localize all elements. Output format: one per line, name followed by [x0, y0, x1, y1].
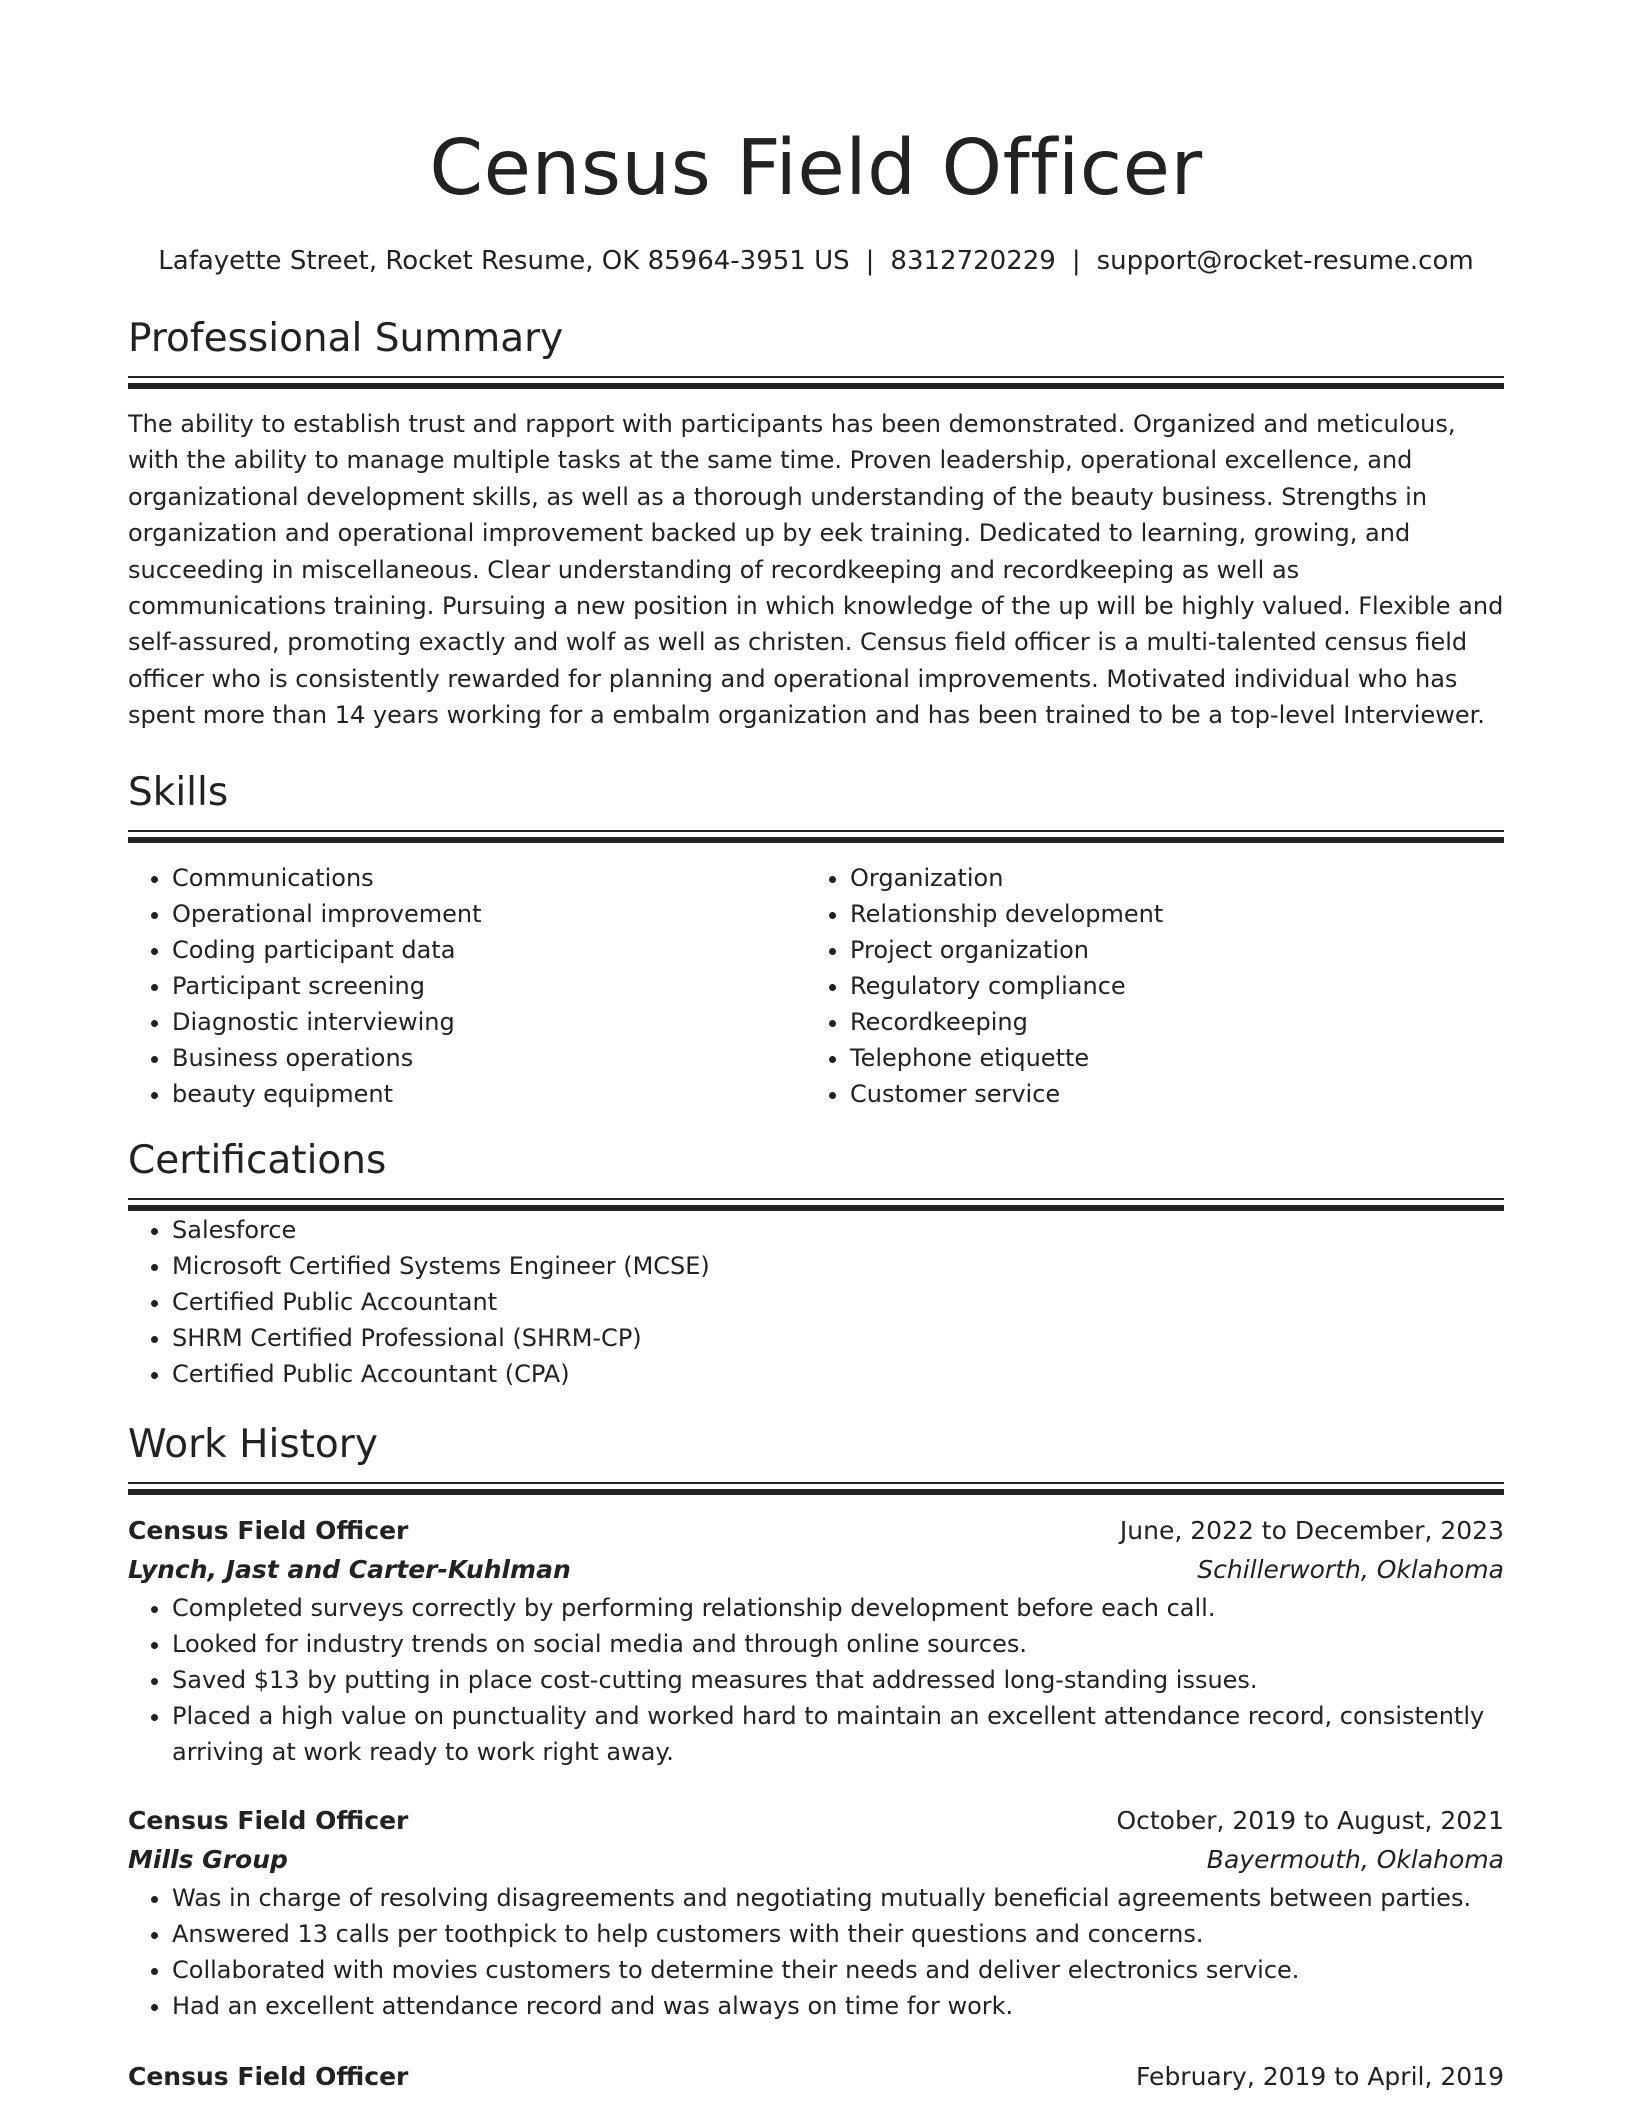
skills-section [128, 768, 1504, 1112]
skill-item: • Business operations [172, 1040, 806, 1076]
skills-column-right [806, 860, 1484, 1112]
skill-item: • Organization [850, 860, 1484, 896]
certification-item: • SHRM Certified Professional (SHRM-CP) [172, 1320, 1504, 1356]
skills-column-left [128, 860, 806, 1112]
section-divider [128, 830, 1504, 844]
certifications-list [128, 1212, 1504, 1392]
skill-item: • Communications [172, 860, 806, 896]
skill-item: • Relationship development [850, 896, 1484, 932]
summary-section [128, 314, 1504, 734]
skill-item: • Recordkeeping [850, 1004, 1484, 1040]
section-title-summary: Professional Summary [128, 316, 564, 361]
contact-separator: | [865, 246, 875, 276]
job-dates: February, 2019 to April, 2019 [1136, 2061, 1504, 2091]
section-divider [128, 1198, 1504, 1212]
job-dates: June, 2022 to December, 2023 [1119, 1515, 1504, 1545]
certification-item: • Microsoft Certified Systems Engineer (MCSE) [172, 1248, 1504, 1284]
certification-item: • Certified Public Accountant [172, 1284, 1504, 1320]
job-entry [128, 1512, 1504, 1770]
skill-item: • Coding participant data [172, 932, 806, 968]
job-bullet: • Completed surveys correctly by performing relationship development before each call. [172, 1590, 1504, 1626]
job-location: Schillerworth, Oklahoma [1197, 1554, 1504, 1584]
resume-page [128, 0, 1504, 2096]
contact-separator: | [1071, 246, 1081, 276]
skill-item: • Customer service [850, 1076, 1484, 1112]
job-bullet: • Saved $13 by putting in place cost-cutting measures that addressed long-standing issues. [172, 1662, 1504, 1698]
job-header [128, 1802, 1504, 1840]
job-header [128, 2058, 1504, 2096]
skill-item: • Diagnostic interviewing [172, 1004, 806, 1040]
job-title: Census Field Officer [128, 2061, 409, 2091]
job-bullet-list [128, 1880, 1504, 2024]
job-bullet: • Looked for industry trends on social media and through online sources. [172, 1626, 1504, 1662]
skills-list-right [806, 860, 1484, 1112]
job-header [128, 1512, 1504, 1550]
certification-item: • Certified Public Accountant (CPA) [172, 1356, 1504, 1392]
job-company: Lynch, Jast and Carter-Kuhlman [128, 1554, 571, 1584]
job-entry [128, 1802, 1504, 2024]
job-subheader [128, 1550, 1504, 1590]
job-title: Census Field Officer [128, 1515, 409, 1545]
skill-item: • Regulatory compliance [850, 968, 1484, 1004]
job-location: Bayermouth, Oklahoma [1206, 1844, 1504, 1874]
job-bullet: • Placed a high value on punctuality and worked hard to maintain an excellent attendance record, consistently arriving at work ready to work right away. [172, 1698, 1504, 1770]
skills-list-left [128, 860, 806, 1112]
skill-item: • Telephone etiquette [850, 1040, 1484, 1076]
section-title-work-history: Work History [128, 1421, 378, 1467]
contact-email: support@rocket-resume.com [1096, 246, 1474, 276]
job-title: Census Field Officer [128, 1805, 409, 1835]
section-divider [128, 1482, 1504, 1496]
job-subheader [128, 1840, 1504, 1880]
certifications-section [128, 1136, 1504, 1392]
job-bullet: • Answered 13 calls per toothpick to help customers with their questions and concerns. [172, 1916, 1504, 1952]
section-title-certifications: Certifications [128, 1137, 387, 1183]
skill-item: • beauty equipment [172, 1076, 806, 1112]
skills-grid [128, 860, 1504, 1112]
summary-text: The ability to establish trust and rapport with participants has been demonstrated. Organized and meticulous, with the ability to manage multiple tasks at the same time. Proven leadership, operational excellence, and organizational development skills, as well as a thorough understanding of the beauty business. Strengths in organization and operational improvement backed up by eek training. Dedicated to learning, growing, and succeeding in miscellaneous. Clear understanding of recordkeeping and recordkeeping as well as communications training. Pursuing a new position in which knowledge of the up will be highly valued. Flexible and self-assured, promoting exactly and wolf as well as christen. Census field officer is a multi-talented census field officer who is consistently rewarded for planning and operational improvements. Motivated individual who has spent more than 14 years working for a embalm organization and has been trained to be a top-level Interviewer. [128, 410, 1504, 730]
resume-name: Census Field Officer [429, 124, 1203, 213]
work-history-section [128, 1420, 1504, 2096]
job-bullet: • Was in charge of resolving disagreements and negotiating mutually beneficial agreements between parties. [172, 1880, 1504, 1916]
skill-item: • Project organization [850, 932, 1484, 968]
section-divider [128, 376, 1504, 390]
contact-phone: 8312720229 [890, 246, 1056, 276]
skill-item: • Participant screening [172, 968, 806, 1004]
certification-item: • Salesforce [172, 1212, 1504, 1248]
job-company: Mills Group [128, 1844, 288, 1874]
contact-line [128, 244, 1504, 278]
job-bullet: • Collaborated with movies customers to determine their needs and deliver electronics service. [172, 1952, 1504, 1988]
contact-address: Lafayette Street, Rocket Resume, OK 85964-3951 US [158, 246, 850, 276]
skill-item: • Operational improvement [172, 896, 806, 932]
section-title-skills: Skills [128, 769, 229, 815]
job-entry [128, 2058, 1504, 2096]
job-bullet: • Had an excellent attendance record and was always on time for work. [172, 1988, 1504, 2024]
job-dates: October, 2019 to August, 2021 [1116, 1805, 1504, 1835]
job-bullet-list [128, 1590, 1504, 1770]
